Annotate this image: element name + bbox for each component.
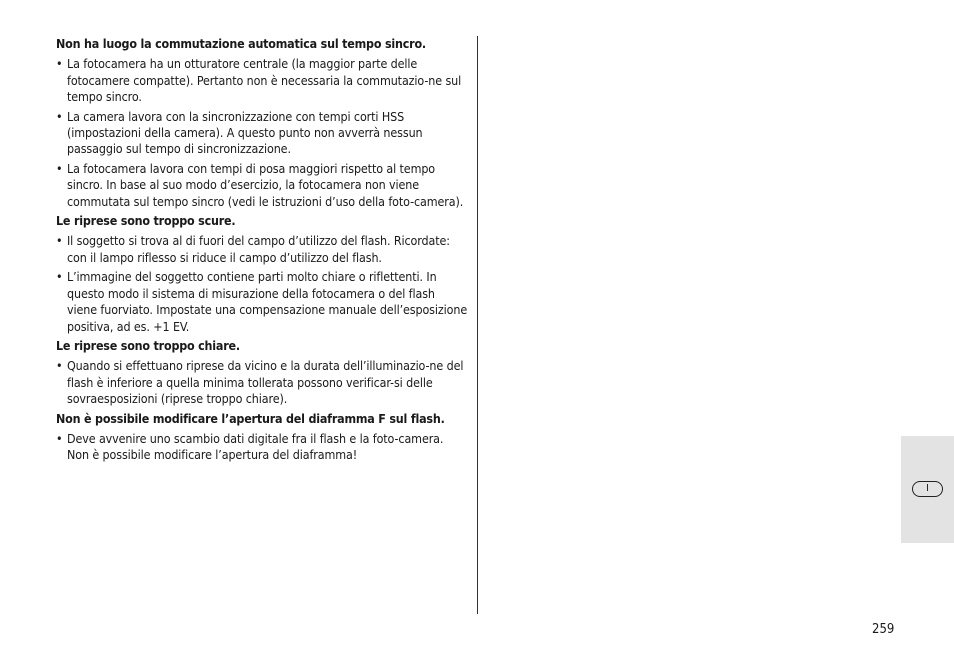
section-heading: Non ha luogo la commutazione automatica sul tempo sincro. [56,36,426,51]
section-aperture [56,411,468,464]
section-too-dark [56,213,468,335]
bullet-item: • Deve avvenire uno scambio dati digitale fra il flash e la foto-camera. Non è possibile modificare l’apertura del diaframma! [56,431,468,464]
bullet-list [56,431,468,464]
section-heading: Non è possibile modificare l’apertura del diaframma F sul flash. [56,410,445,426]
section-heading: Le riprese sono troppo scure. [56,213,236,229]
bullet-item: • Quando si effettuano riprese da vicino e la durata dell’illuminazio-ne del flash è inferiore a quella minima tollerata possono verificar-si delle sovraesposizioni (riprese troppo chiare). [56,358,468,407]
bullet-item: • Il soggetto si trova al di fuori del campo d’utilizzo del flash. Ricordate: con il lampo riflesso si riduce il campo d’utilizzo del flash. [56,233,468,266]
text-column [56,36,468,467]
section-too-bright [56,338,468,408]
column-divider [477,36,478,614]
language-badge: I [912,481,943,497]
bullet-item: • L’immagine del soggetto contiene parti molto chiare o riflettenti. In questo modo il sistema di misurazione della fotocamera o del flash viene fuorviato. Impostate una compensazione manuale dell’esposizione positiva, ad es. +1 EV. [56,269,468,335]
page-number: 259 [872,622,895,637]
language-tab [901,436,954,543]
bullet-list [56,233,468,334]
section-auto-sync [56,36,468,210]
bullet-item: • La fotocamera lavora con tempi di posa maggiori rispetto al tempo sincro. In base al suo modo d’esercizio, la fotocamera non viene commutata sul tempo sincro (vedi le istruzioni d’uso della foto-camera). [56,161,468,210]
bullet-item: • La fotocamera ha un otturatore centrale (la maggior parte delle fotocamere compatte). Pertanto non è necessaria la commutazio-ne sul tempo sincro. [56,56,468,105]
section-heading: Le riprese sono troppo chiare. [56,337,240,353]
bullet-list [56,358,468,407]
bullet-item: • La camera lavora con la sincronizzazione con tempi corti HSS (impostazioni della camera). A questo punto non avverrà nessun passaggio sul tempo di sincronizzazione. [56,109,468,158]
bullet-list [56,56,468,210]
